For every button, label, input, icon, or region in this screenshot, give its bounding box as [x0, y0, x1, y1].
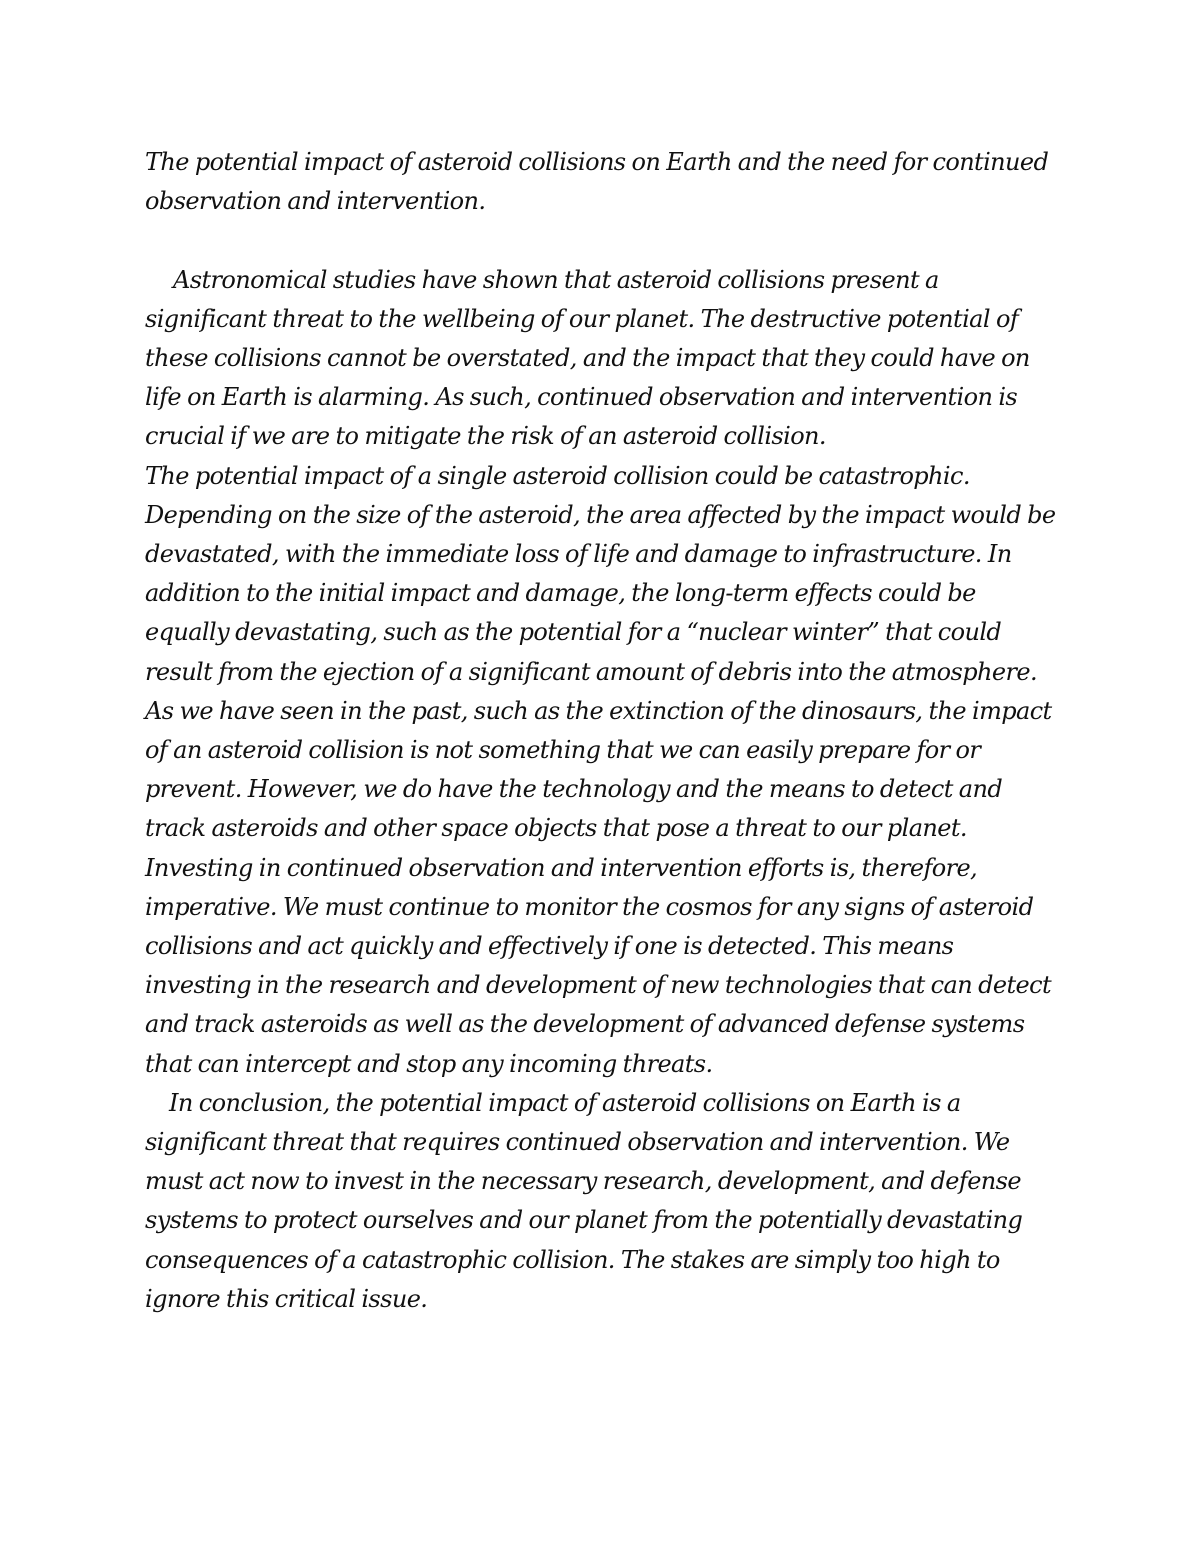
document-body [145, 143, 1060, 1319]
document-title: The potential impact of asteroid collisions on Earth and the need for continued observation and intervention. [145, 148, 1049, 216]
paragraph-introduction: Astronomical studies have shown that asteroid collisions present a significant threat to the wellbeing of our planet. The destructive potential of these collisions cannot be overstated, and the impact that they could have on life on Earth is alarming. As such, continued observation and intervention is crucial if we are to mitigate the risk of an asteroid collision. [145, 265, 1030, 451]
paragraph-conclusion: In conclusion, the potential impact of asteroid collisions on Earth is a significant threat that requires continued observation and intervention. We must act now to invest in the necessary research, development, and defense systems to protect ourselves and our planet from the potentially devastating consequences of a catastrophic collision. The stakes are simply too high to ignore this critical issue. [145, 1088, 1023, 1313]
paragraph-impact: The potential impact of a single asteroid collision could be catastrophic. Depending on the size of the asteroid, the area affected by the impact would be devastated, with the immediate loss of life and damage to infrastructure. In addition to the initial impact and damage, the long-term effects could be equally devastating, such as the potential for a “nuclear winter” that could result from the ejection of a significant amount of debris into the atmosphere. [145, 461, 1056, 686]
paragraph-history: As we have seen in the past, such as the extinction of the dinosaurs, the impact of an asteroid collision is not something that we can easily prepare for or prevent. However, we do have the technology and the means to detect and track asteroids and other space objects that pose a threat to our planet. [145, 696, 1052, 843]
paragraph-investing: Investing in continued observation and intervention efforts is, therefore, imperative. We must continue to monitor the cosmos for any signs of asteroid collisions and act quickly and effectively if one is detected. This means investing in the research and development of new technologies that can detect and track asteroids as well as the development of advanced defense systems that can intercept and stop any incoming threats. [145, 853, 1052, 1078]
